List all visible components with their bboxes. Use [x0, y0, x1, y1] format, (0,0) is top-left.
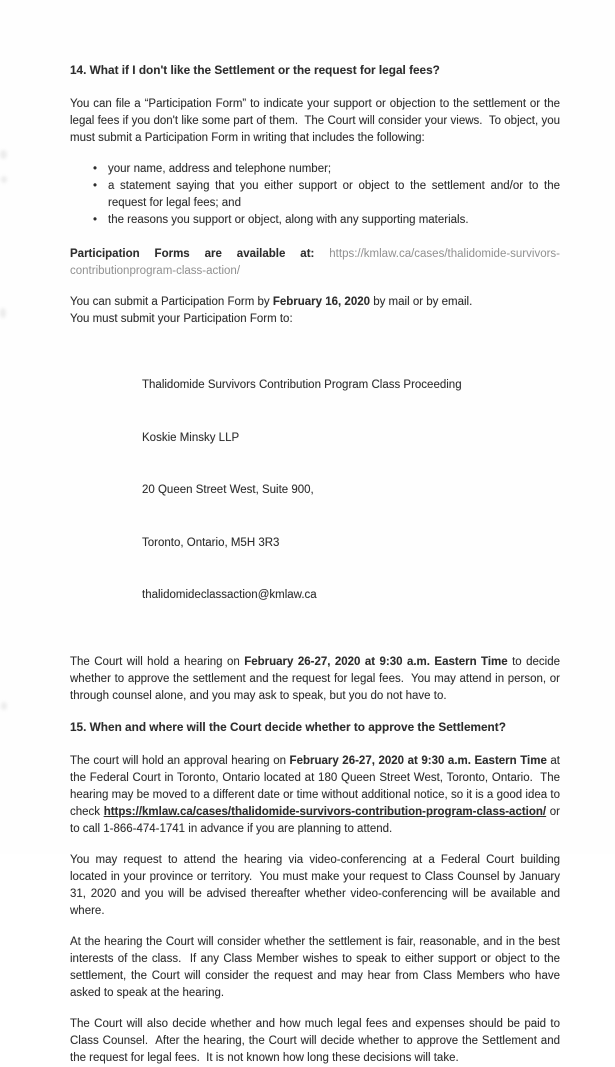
- court-hearing-paragraph: [70, 654, 564, 705]
- submit-line1-prefix: You can submit a Participation Form by: [70, 296, 273, 308]
- list-item: • the reasons you support or object, along with any supporting materials.: [70, 212, 560, 229]
- spacer: [314, 248, 329, 260]
- forms-available-paragraph: [70, 246, 560, 280]
- forms-available-url-link[interactable]: https://kmlaw.ca/cases/thalidomide-survivors-contributionprogram-class-action/: [70, 248, 560, 277]
- hearing-suffix: to decide whether to approve the settlement and the request for legal fees. You may attend in person, or through counsel alone, and you may ask to speak, but you do not have to.: [70, 655, 564, 702]
- submission-deadline: February 16, 2020: [272, 296, 371, 308]
- section-15-heading: 15. When and where will the Court decide whether to approve the Settlement?: [70, 719, 506, 734]
- list-item: • your name, address and telephone number;: [70, 161, 560, 178]
- scan-artifact: [0, 150, 7, 159]
- section-14-intro-paragraph: You can file a “Participation Form” to indicate your support or objection to the settlement or the legal fees if you don't like some part of them. The Court will consider your views. To object, you must submit a Participation Form in writing that includes the following:: [70, 98, 564, 144]
- address-line-program: Thalidomide Survivors Contribution Program Class Proceeding: [142, 379, 462, 391]
- video-conferencing-paragraph: You may request to attend the hearing via video-conferencing at a Federal Court building located in your province or territory. You must make your request to Class Counsel by January 31, 2020 and you will be advised thereafter whether video-conferencing will be available and where.: [70, 853, 564, 917]
- scan-artifact: [0, 308, 6, 318]
- approval-mid: at the Federal Court in Toronto, Ontario located at 180 Queen Street West, Toronto, Ontario. The hearing may be moved to a different date or time without additional notice, so it is a good idea to check: [70, 754, 564, 818]
- submit-line1-suffix: by mail or by email.: [370, 296, 473, 308]
- submit-instructions-paragraph: [70, 294, 560, 328]
- scan-artifact: [1, 702, 7, 710]
- approval-date-bold: February 26-27, 2020 at 9:30 a.m. Eastern Time: [289, 754, 547, 767]
- approval-suffix: or to call 1-866-474-1741 in advance if you are planning to attend.: [70, 805, 564, 835]
- submit-line2: You must submit your Participation Form to:: [70, 313, 293, 325]
- participation-form-requirements-list: [70, 161, 564, 229]
- hearing-prefix: The Court will hold a hearing on: [70, 655, 245, 668]
- list-item: • a statement saying that you either support or object to the settlement and/or to the request for legal fees; and: [70, 178, 560, 212]
- hearing-date-bold: February 26-27, 2020 at 9:30 a.m. Eastern Time: [244, 655, 508, 668]
- scan-artifact: [1, 176, 7, 183]
- mailing-address-block: [142, 342, 560, 640]
- address-line-firm: Koskie Minsky LLP: [142, 431, 240, 444]
- section-14-heading: 14. What if I don't like the Settlement or the request for legal fees?: [70, 63, 440, 77]
- address-line-street: 20 Queen Street West, Suite 900,: [142, 484, 314, 496]
- forms-available-label: Participation Forms are available at:: [70, 248, 315, 260]
- court-consideration-paragraph: At the hearing the Court will consider whether the settlement is fair, reasonable, and in the best interests of the class. If any Class Member wishes to speak to either support or object to the settlement, the Court will consider the request and may hear from Class Members who have asked to speak at the hearing.: [70, 935, 564, 999]
- approval-hearing-paragraph: [70, 753, 564, 838]
- approval-prefix: The court will hold an approval hearing on: [70, 754, 290, 767]
- address-line-city: Toronto, Ontario, M5H 3R3: [142, 536, 280, 549]
- legal-fees-decision-paragraph: The Court will also decide whether and how much legal fees and expenses should be paid to Class Counsel. After the hearing, the Court will decide whether to approve the Settlement and the request for legal fees. It is not known how long these decisions will take.: [70, 1017, 564, 1064]
- case-info-url-link[interactable]: https://kmlaw.ca/cases/thalidomide-survivors-contribution-program-class-action/: [103, 805, 547, 818]
- address-line-email: thalidomideclassaction@kmlaw.ca: [142, 589, 317, 601]
